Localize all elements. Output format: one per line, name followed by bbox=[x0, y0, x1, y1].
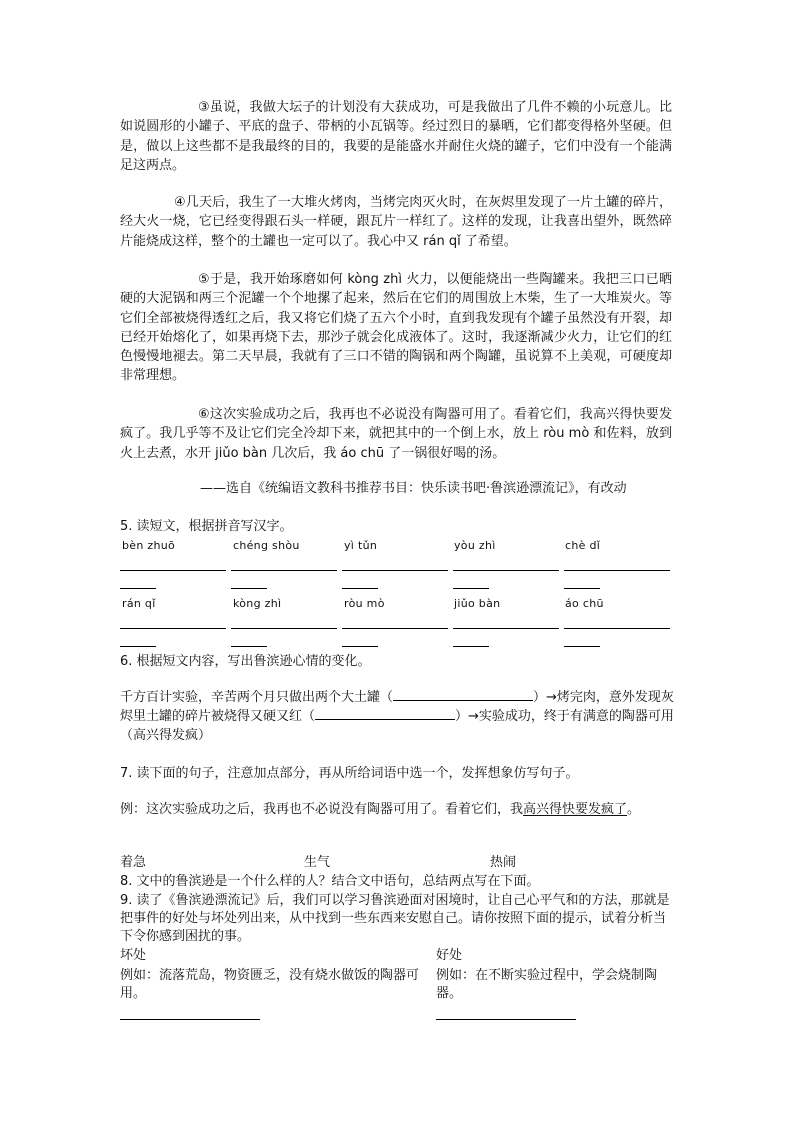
answer-line[interactable] bbox=[342, 646, 378, 647]
bad-side-label: 坏处 bbox=[120, 948, 147, 963]
good-side-example: 例如：在不断实验过程中，学会烧制陶器。 bbox=[436, 968, 658, 1001]
answer-line[interactable] bbox=[342, 628, 448, 629]
pinyin-2-4: jiǔo bàn bbox=[454, 597, 501, 610]
question-6-title: 6. 根据短文内容，写出鲁滨逊心情的变化。 bbox=[120, 654, 371, 669]
source-citation: ——选自《统编语文教科书推荐书目：快乐读书吧·鲁滨逊漂流记》，有改动 bbox=[200, 481, 627, 496]
answer-line[interactable] bbox=[453, 570, 559, 571]
pinyin-2-5: áo chū bbox=[565, 597, 604, 610]
paragraph-5: ⑤于是，我开始琢磨如何 kòng zhì 火力，以便能烧出一些陶罐来。我把三口已晒硬的大泥锅和两三个泥罐一个个地摞了起来，然后在它们的周围放上木柴，生了一大堆炭火。等它们全部被烧得透红之后，我又将它们烧了五六个小时，直到我发现有个罐子虽然没有开裂，却已经开始熔化了，如果再烧下去，那沙子就会化成液体了。这时，我逐渐减少火力，让它们的红色慢慢地褪去。第二天早晨，我就有了三口不错的陶锅和两个陶罐，虽说算不上美观，可硬度却非常理想。 bbox=[120, 272, 672, 384]
answer-line[interactable] bbox=[453, 646, 489, 647]
pinyin-1-4: yòu zhì bbox=[454, 539, 496, 552]
q6-part2: ）→烤完肉，意外发现灰烬里土罐的碎片被烧得又硬又红（ bbox=[120, 690, 674, 724]
answer-line[interactable] bbox=[120, 628, 226, 629]
question-5-title: 5. 读短文，根据拼音写汉字。 bbox=[120, 519, 293, 534]
pinyin-1-3: yì tǔn bbox=[344, 539, 378, 552]
bad-side-answer-line[interactable] bbox=[120, 1019, 260, 1020]
good-side-label: 好处 bbox=[436, 948, 463, 963]
pinyin-1-2: chéng shòu bbox=[233, 539, 300, 552]
question-8-title: 8. 文中的鲁滨逊是一个什么样的人？结合文中语句，总结两点写在下面。 bbox=[120, 874, 540, 889]
paragraph-4: ④几天后，我生了一大堆火烤肉，当烤完肉灭火时，在灰烬里发现了一片土罐的碎片，经大火一烧，它已经变得跟石头一样硬，跟瓦片一样红了。这样的发现，让我喜出望外，既然碎片能烧成这样，整个的土罐也一定可以了。我心中又 rán qǐ 了希望。 bbox=[120, 195, 672, 249]
answer-line[interactable] bbox=[453, 588, 489, 589]
option-word-1: 着急 bbox=[120, 855, 147, 870]
pinyin-1-1: bèn zhuō bbox=[122, 539, 176, 552]
answer-line[interactable] bbox=[231, 646, 267, 647]
answer-line[interactable] bbox=[120, 570, 226, 571]
question-7-title: 7. 读下面的句子，注意加点部分，再从所给词语中选一个，发挥想象仿写句子。 bbox=[120, 766, 579, 781]
pinyin-1-5: chè dǐ bbox=[565, 539, 601, 552]
example-marked-phrase: 高兴得快要发疯了 bbox=[523, 802, 628, 817]
example-text: 例：这次实验成功之后，我再也不必说没有陶器可用了。看着它们，我 bbox=[120, 802, 524, 817]
answer-line[interactable] bbox=[453, 628, 559, 629]
answer-line[interactable] bbox=[231, 588, 267, 589]
option-word-2: 生气 bbox=[304, 855, 331, 870]
answer-line[interactable] bbox=[120, 588, 156, 589]
question-7-example bbox=[120, 800, 676, 819]
good-side-answer-line[interactable] bbox=[436, 1019, 576, 1020]
example-suffix: 。 bbox=[627, 802, 641, 817]
answer-line[interactable] bbox=[231, 570, 337, 571]
paragraph-3: ③虽说，我做大坛子的计划没有大获成功，可是我做出了几件不赖的小玩意儿。比如说圆形的小罐子、平底的盘子、带柄的小瓦锅等。经过烈日的暴晒，它们都变得格外坚硬。但是，做以上这些都不是我最终的目的，我要的是能盛水并耐住火烧的罐子，它们中没有一个能满足这两点。 bbox=[120, 100, 672, 173]
answer-line[interactable] bbox=[564, 588, 600, 589]
answer-line[interactable] bbox=[231, 628, 337, 629]
answer-line[interactable] bbox=[342, 588, 378, 589]
answer-line[interactable] bbox=[342, 570, 448, 571]
question-9-title: 9. 读了《鲁滨逊漂流记》后，我们可以学习鲁滨逊面对困境时，让自己心平气和的方法，那就是把事件的好处与坏处列出来，从中找到一些东西来安慰自己。请你按照下面的提示，试着分析当下令你感到困扰的事。 bbox=[120, 893, 670, 944]
answer-line[interactable] bbox=[564, 628, 670, 629]
bad-side-example: 例如：流落荒岛，物资匮乏，没有烧水做饭的陶器可用。 bbox=[120, 968, 420, 1001]
option-word-3: 热闹 bbox=[490, 855, 517, 870]
question-6-body bbox=[120, 688, 676, 745]
paragraph-6: ⑥这次实验成功之后，我再也不必说没有陶器可用了。看着它们，我高兴得快要发疯了。我几乎等不及让它们完全冷却下来，就把其中的一个倒上水，放上 ròu mò 和佐料，放到火上去煮，水开 jiǔo bàn 几次后，我 áo chū 了一锅很好喝的汤。 bbox=[120, 407, 672, 461]
answer-line[interactable] bbox=[564, 570, 670, 571]
pinyin-2-3: ròu mò bbox=[344, 597, 385, 610]
answer-line[interactable] bbox=[564, 646, 600, 647]
mood-answer-blank-2[interactable] bbox=[315, 707, 455, 720]
pinyin-2-2: kòng zhì bbox=[233, 597, 282, 610]
answer-line[interactable] bbox=[120, 646, 156, 647]
q6-part3: ）→实验成功，终于有满意的陶器可用（高兴得发疯） bbox=[120, 709, 674, 743]
pinyin-2-1: rán qǐ bbox=[122, 597, 156, 610]
mood-answer-blank-1[interactable] bbox=[393, 688, 533, 701]
q6-part1: 千方百计实验，辛苦两个月只做出两个大土罐（ bbox=[120, 690, 394, 705]
